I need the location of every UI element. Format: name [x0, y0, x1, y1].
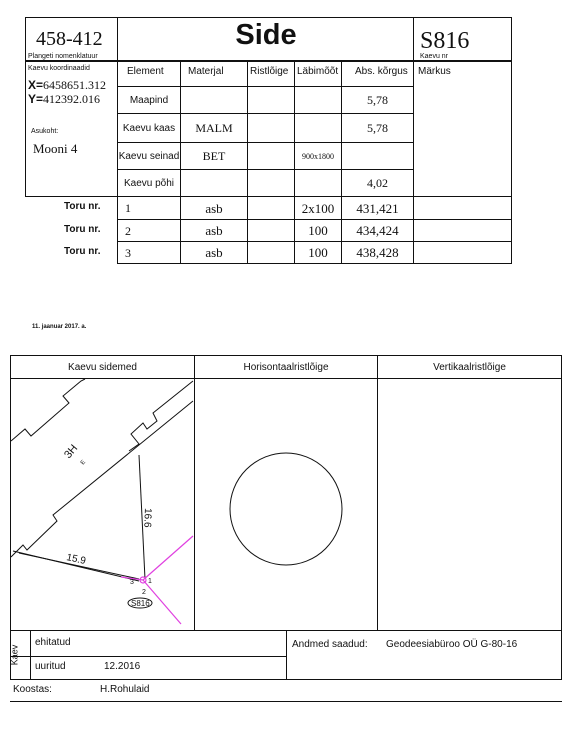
footer-side-label: Kaev: [9, 644, 20, 666]
col-header-cross: Ristlõige: [250, 66, 289, 77]
pipe-row-material: asb: [205, 200, 223, 216]
pipe-row-nr: 3: [125, 246, 131, 260]
horizontal-section: [195, 379, 377, 630]
coords-label: Kaevu koordinaadid: [28, 65, 90, 72]
footer-data-value: Geodeesiabüroo OÜ G-80-16: [386, 639, 518, 650]
pipe-label: 1: [148, 578, 152, 585]
pipe-label: 3: [130, 579, 134, 586]
nomenclature-label: Plangeti nomenklatuur: [28, 53, 98, 60]
footer-surveyed-label: uuritud: [35, 661, 66, 672]
pipe-label: 2: [142, 589, 146, 596]
site-sketch: [11, 379, 194, 630]
table-row-element: Kaevu põhi: [123, 177, 175, 189]
col-header-element: Element: [127, 66, 164, 77]
x-value: 6458651.312: [43, 78, 107, 92]
table-row-abs: 5,78: [367, 120, 388, 135]
pipe-row-diameter: 100: [308, 244, 328, 260]
manhole-tag: S816: [131, 599, 150, 608]
pipe-row-nr: 1: [125, 201, 131, 215]
pipe-row-diameter: 2x100: [301, 200, 335, 216]
pipe-row-material: asb: [205, 222, 223, 238]
dimension-label-long: 16.6: [141, 507, 153, 528]
x-coordinate: [28, 78, 106, 93]
col-header-material: Materjal: [188, 66, 224, 77]
y-coordinate: [28, 92, 100, 107]
footer-author-label: Koostas:: [13, 684, 52, 695]
building-label: 3H: [62, 442, 81, 461]
header-vertical: Vertikaalristlõige: [433, 361, 506, 373]
table-row-diameter: 900x1800: [302, 151, 334, 161]
pipe-line: [143, 536, 193, 580]
footer-data-label: Andmed saadud:: [292, 639, 368, 650]
table-row-element: Maapind: [129, 94, 169, 106]
x-label: X=: [28, 78, 44, 92]
building-outline-lower: [11, 401, 193, 557]
page-title: Side: [235, 19, 297, 51]
table-row-material: MALM: [195, 120, 233, 135]
table-row-material: BET: [202, 148, 226, 163]
pipe-row-label: Toru nr.: [64, 246, 101, 257]
pipe-row-diameter: 100: [308, 222, 328, 238]
pipe-row-abs: 431,421: [356, 200, 399, 216]
col-header-note: Märkus: [418, 66, 451, 77]
pipe-row-abs: 438,428: [356, 244, 399, 260]
col-header-diameter: Läbimõõt: [297, 66, 339, 77]
footer-author-value: H.Rohulaid: [100, 684, 150, 695]
col-header-abs: Abs. kõrgus: [355, 66, 408, 77]
report-date: 11. jaanuar 2017. a.: [32, 324, 87, 330]
building-outline-step: [129, 381, 193, 451]
pipe-row-nr: 2: [125, 224, 131, 238]
table-row-element: Kaevu seinad: [118, 150, 180, 162]
footer-built-label: ehitatud: [35, 637, 71, 648]
footer-surveyed-date: 12.2016: [104, 661, 141, 672]
building-sublabel: E: [79, 459, 88, 467]
header-connections: Kaevu sidemed: [68, 361, 137, 373]
pipe-row-label: Toru nr.: [64, 201, 101, 212]
y-value: 412392.016: [43, 92, 101, 106]
pipe-row-abs: 434,424: [356, 222, 399, 238]
nomenclature-value: 458-412: [36, 28, 103, 50]
pipe-row-material: asb: [205, 244, 223, 260]
manhole-no-value: S816: [420, 28, 470, 54]
table-row-abs: 5,78: [367, 92, 388, 107]
header-horizontal: Horisontaalristlõige: [243, 361, 329, 373]
table-row-abs: 4,02: [367, 175, 388, 190]
pipe-row-label: Toru nr.: [64, 224, 101, 235]
dimension-label-short: 15.9: [65, 552, 87, 567]
manhole-circle: [230, 453, 342, 565]
y-label: Y=: [28, 92, 44, 106]
location-value: Mooni 4: [33, 141, 78, 156]
table-row-element: Kaevu kaas: [122, 122, 176, 134]
building-outline-upper: [11, 379, 85, 441]
location-label: Asukoht:: [31, 128, 59, 135]
manhole-no-label: Kaevu nr: [420, 53, 449, 60]
